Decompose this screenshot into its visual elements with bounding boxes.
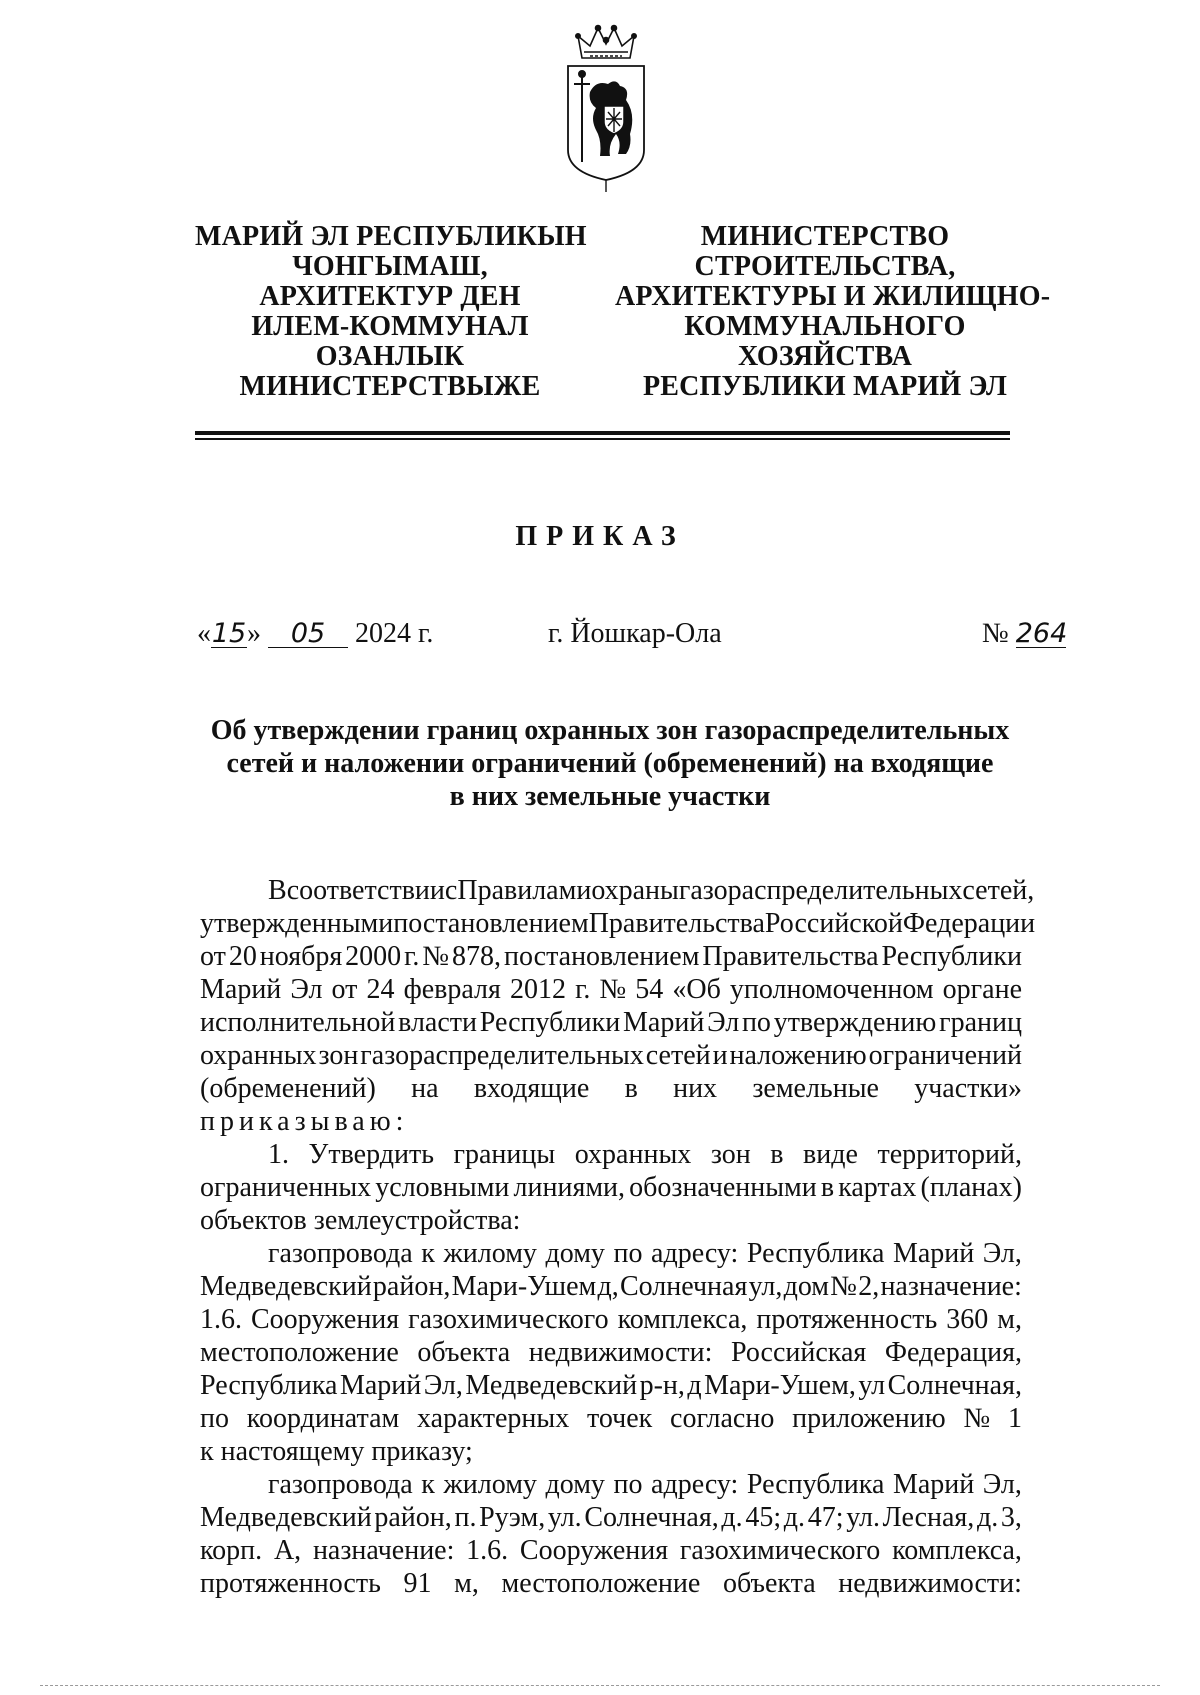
header-mari-line: АРХИТЕКТУР ДЕН — [259, 281, 521, 312]
date-quote-open: « — [197, 618, 211, 649]
body-word: недвижимости: — [528, 1337, 713, 1368]
header-mari-line: ЧОНГЫМАШ, — [292, 251, 488, 282]
body-word: Республики — [881, 941, 1022, 972]
body-word: в — [624, 1073, 638, 1104]
body-word: уполномоченном — [729, 974, 934, 1005]
body-word: местоположение — [200, 1337, 399, 1368]
body-line — [200, 1303, 1022, 1336]
body-word: границ — [939, 1007, 1022, 1038]
body-line — [200, 1402, 1022, 1435]
body-line — [200, 1138, 1022, 1171]
body-word: Медведевский — [200, 1271, 372, 1302]
body-word: 2012 — [509, 974, 566, 1005]
header-mari-line: ОЗАНЛЫК — [315, 341, 465, 372]
body-word: зон — [318, 1040, 359, 1071]
body-word: Республика — [746, 1238, 885, 1269]
document-type-title: ПРИКАЗ — [515, 521, 685, 552]
body-word: Эл, — [982, 1238, 1022, 1269]
body-word: дом — [783, 1271, 830, 1302]
body-word: сетей — [645, 1040, 711, 1071]
body-word: д — [687, 1370, 702, 1401]
body-word: характерных — [417, 1403, 570, 1434]
body-word: д, — [597, 1271, 619, 1302]
body-word: объекта — [417, 1337, 511, 1368]
body-word: Российской — [764, 908, 903, 939]
body-line — [200, 1468, 1022, 1501]
body-word: и — [712, 1040, 728, 1071]
body-word: (обременений) — [200, 1073, 376, 1104]
order-city: г. Йошкар-Ола — [548, 618, 722, 649]
body-word: объектов землеустройства: — [200, 1205, 521, 1236]
body-word: газохимического — [679, 1535, 881, 1566]
body-word: 2, — [858, 1271, 880, 1302]
body-line — [200, 1171, 1022, 1204]
body-word: Лесная, — [882, 1502, 975, 1533]
body-word: жилому — [443, 1238, 537, 1269]
body-word: границы — [453, 1139, 556, 1170]
body-word: м, — [454, 1568, 479, 1599]
body-word: 24 — [366, 974, 395, 1005]
body-word: местоположение — [501, 1568, 701, 1599]
body-word: № — [599, 974, 627, 1005]
body-word: Медведевский — [465, 1370, 638, 1401]
body-word: от — [200, 941, 226, 972]
header-mari-line: МИНИСТЕРСТВЫЖЕ — [239, 371, 541, 402]
body-word: В — [268, 875, 287, 906]
body-line — [200, 1006, 1022, 1039]
body-word: Эл — [707, 1007, 740, 1038]
subject-line: сетей и наложении ограничений (обременений) на входящие — [226, 748, 994, 779]
body-line — [200, 973, 1022, 1006]
body-line — [200, 1105, 1022, 1138]
body-word: условными — [375, 1172, 510, 1203]
header-divider-thin — [195, 438, 1010, 440]
order-date — [197, 618, 433, 650]
body-word: Республика — [200, 1370, 338, 1401]
body-word: картах — [838, 1172, 917, 1203]
body-word: линиями, — [513, 1172, 626, 1203]
body-line — [200, 1336, 1022, 1369]
body-word: 54 — [635, 974, 664, 1005]
body-word: газопровода — [268, 1238, 413, 1269]
order-number-label: № — [982, 618, 1009, 649]
body-word: согласно — [670, 1403, 775, 1434]
body-word: № — [963, 1403, 991, 1434]
body-word: органе — [942, 974, 1022, 1005]
body-word: Федерация, — [884, 1337, 1022, 1368]
body-word: газохимического — [408, 1304, 609, 1335]
body-word: по — [613, 1238, 643, 1269]
body-word: власти — [398, 1007, 478, 1038]
body-word: них — [673, 1073, 718, 1104]
body-word: Марий — [339, 1370, 422, 1401]
body-word: в — [770, 1139, 784, 1170]
date-year: 2024 г. — [355, 618, 434, 649]
body-word: ограниченных — [200, 1172, 372, 1203]
body-line — [200, 1567, 1022, 1600]
body-word: комплекса, — [617, 1304, 748, 1335]
body-word: входящие — [473, 1073, 590, 1104]
page-edge-line — [40, 1685, 1160, 1686]
body-word: Марий — [623, 1007, 705, 1038]
order-number — [982, 618, 1066, 650]
body-word: виде — [803, 1139, 858, 1170]
body-word: назначение: — [312, 1535, 455, 1566]
body-word: 47; — [807, 1502, 844, 1533]
body-word: Мари-Ушем — [451, 1271, 597, 1302]
header-russian — [615, 221, 1051, 402]
header-russian-line: МИНИСТЕРСТВО — [700, 221, 950, 252]
subject-line: в них земельные участки — [449, 781, 771, 812]
body-word: «Об — [672, 974, 721, 1005]
body-word: ул. — [846, 1502, 880, 1533]
body-word: по — [741, 1007, 771, 1038]
body-word: ул, — [748, 1271, 783, 1302]
body-word: в — [820, 1172, 835, 1203]
body-word: 1.6. — [466, 1535, 509, 1566]
body-word: Марий — [892, 1469, 975, 1500]
body-word: земельные — [752, 1073, 879, 1104]
body-word: Сооружения — [250, 1304, 400, 1335]
body-word: Эл — [290, 974, 323, 1005]
body-word: Республика — [746, 1469, 885, 1500]
body-word: Правительства — [702, 941, 879, 972]
body-word: 3, — [1000, 1502, 1022, 1533]
header-mari-line: ИЛЕМ-КОММУНАЛ — [251, 311, 529, 342]
body-word: по — [200, 1403, 229, 1434]
body-word: соответствии — [286, 875, 445, 906]
body-line — [200, 1369, 1022, 1402]
body-word: 91 — [403, 1568, 432, 1599]
body-word: приказываю: — [200, 1106, 409, 1137]
body-word: район, — [372, 1271, 451, 1302]
body-line — [200, 1039, 1022, 1072]
body-word: Правительства — [588, 908, 765, 939]
body-word: постановлением — [503, 941, 700, 972]
body-word: 878, — [452, 941, 502, 972]
body-word: сетей, — [962, 875, 1035, 906]
body-word: 360 — [946, 1304, 989, 1335]
coat-of-arms-icon — [560, 22, 652, 194]
header-russian-line: АРХИТЕКТУРЫ И ЖИЛИЩНО- — [615, 281, 1051, 312]
body-word: (планах) — [920, 1172, 1022, 1203]
body-word: 45; — [745, 1502, 782, 1533]
date-quote-close: » — [247, 618, 261, 649]
body-word: охранных — [200, 1040, 317, 1071]
body-word: участки» — [914, 1073, 1022, 1104]
header-russian-line: ХОЗЯЙСТВА — [737, 341, 913, 372]
body-word: адресу: — [651, 1469, 739, 1500]
body-word: объекта — [722, 1568, 816, 1599]
body-word: постановлением — [393, 908, 589, 939]
body-line — [200, 940, 1022, 973]
body-word: 1 — [1007, 1403, 1022, 1434]
body-word: протяженность — [756, 1304, 938, 1335]
body-word: Российская — [730, 1337, 867, 1368]
body-line — [200, 874, 1035, 907]
header-mari — [195, 222, 585, 402]
body-word: охранных — [574, 1139, 692, 1170]
body-word: недвижимости: — [838, 1568, 1022, 1599]
body-word: дому — [545, 1469, 605, 1500]
header-russian-line: РЕСПУБЛИКИ МАРИЙ ЭЛ — [642, 371, 1008, 402]
body-word: назначение: — [880, 1271, 1022, 1302]
order-body — [200, 874, 1036, 1600]
body-word: к — [421, 1469, 435, 1500]
body-word: к — [421, 1238, 435, 1269]
body-word: Мари-Ушем, — [704, 1370, 856, 1401]
body-word: Солнечная, — [887, 1370, 1022, 1401]
date-month-handwritten: 05 — [268, 621, 348, 648]
body-word: Федерации — [902, 908, 1036, 939]
body-line — [200, 1534, 1022, 1567]
body-line — [200, 1237, 1022, 1270]
body-word: Марий — [200, 974, 282, 1005]
header-russian-line: СТРОИТЕЛЬСТВА, — [694, 251, 956, 282]
body-line — [200, 1435, 1022, 1468]
body-word: Медведевский — [200, 1502, 372, 1533]
body-line — [200, 907, 1036, 940]
body-word: ограничений — [868, 1040, 1022, 1071]
body-word: м, — [997, 1304, 1022, 1335]
body-word: Сооружения — [519, 1535, 669, 1566]
header-mari-line: МАРИЙ ЭЛ РЕСПУБЛИКЫН — [195, 221, 587, 252]
date-day-handwritten: 15 — [211, 618, 247, 649]
body-word: п. — [454, 1502, 477, 1533]
body-line — [200, 1270, 1022, 1303]
body-word: Эл, — [982, 1469, 1022, 1500]
header-russian-line: КОММУНАЛЬНОГО — [684, 311, 966, 342]
body-word: 2000 — [345, 941, 402, 972]
body-word: утвержденными — [200, 908, 394, 939]
body-word: 1.6. — [200, 1304, 242, 1335]
body-word: обозначенными — [629, 1172, 817, 1203]
body-word: Солнечная — [619, 1271, 748, 1302]
body-word: г. — [404, 941, 420, 972]
body-word: к настоящему приказу; — [200, 1436, 473, 1467]
body-line — [200, 1072, 1022, 1105]
body-word: район, — [374, 1502, 452, 1533]
body-line — [200, 1204, 1022, 1237]
body-word: Правилами — [457, 875, 592, 906]
body-word: зон — [710, 1139, 751, 1170]
body-word: Марий — [892, 1238, 975, 1269]
body-word: наложению — [729, 1040, 867, 1071]
body-word: Солнечная, — [584, 1502, 719, 1533]
body-word: № — [422, 941, 450, 972]
body-word: жилому — [443, 1469, 537, 1500]
body-word: газопровода — [268, 1469, 413, 1500]
body-word: охраны — [591, 875, 679, 906]
body-word: д. — [976, 1502, 999, 1533]
subject-line: Об утверждении границ охранных зон газораспределительных — [210, 715, 1010, 746]
order-number-handwritten: 264 — [1015, 618, 1068, 649]
body-word: А, — [273, 1535, 302, 1566]
body-word: д. — [721, 1502, 743, 1533]
body-word: 1. — [268, 1139, 289, 1170]
body-word: точек — [586, 1403, 653, 1434]
body-word: адресу: — [651, 1238, 739, 1269]
body-word: Республики — [479, 1007, 621, 1038]
body-word: Эл, — [423, 1370, 463, 1401]
body-word: от — [331, 974, 358, 1005]
body-word: Руэм, — [479, 1502, 546, 1533]
body-word: корп. — [200, 1535, 263, 1566]
body-word: газораспределительных — [360, 1040, 644, 1071]
body-word: д. — [783, 1502, 806, 1533]
header-divider-thick — [195, 431, 1010, 435]
body-word: ул. — [547, 1502, 582, 1533]
body-word: протяженность — [200, 1568, 381, 1599]
body-word: на — [411, 1073, 439, 1104]
order-subject — [200, 714, 1020, 813]
body-word: приложению — [792, 1403, 946, 1434]
body-word: координатам — [246, 1403, 400, 1434]
body-line — [200, 1501, 1022, 1534]
body-word: комплекса, — [892, 1535, 1022, 1566]
body-word: исполнительной — [200, 1007, 396, 1038]
body-word: № — [830, 1271, 857, 1302]
body-word: утверждению — [773, 1007, 937, 1038]
body-word: 20 — [228, 941, 257, 972]
body-word: ул — [858, 1370, 886, 1401]
body-word: газораспределительных — [678, 875, 963, 906]
body-word: р-н, — [639, 1370, 685, 1401]
body-word: Утвердить — [308, 1139, 434, 1170]
body-word: территорий, — [877, 1139, 1022, 1170]
body-word: ноября — [259, 941, 343, 972]
body-word: дому — [545, 1238, 605, 1269]
body-word: февраля — [403, 974, 501, 1005]
body-word: г. — [575, 974, 591, 1005]
body-word: с — [444, 875, 458, 906]
body-word: по — [613, 1469, 643, 1500]
